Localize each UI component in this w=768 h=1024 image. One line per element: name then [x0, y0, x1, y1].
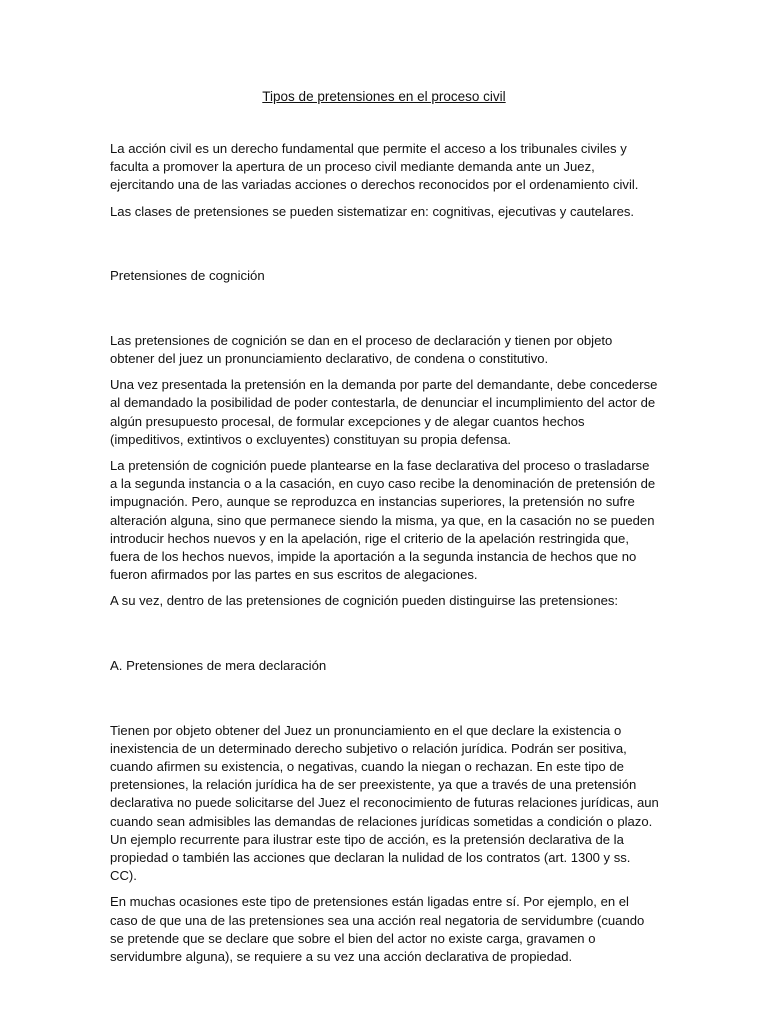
paragraph-cognicion-impugnacion: La pretensión de cognición puede plantearse en la fase declarativa del proceso o trasladarse a la segunda instancia o a la casación, en cuyo caso recibe la denominación de pretensión de impugnación. Pero, aunque se reproduzca en instancias superiores, la pretensión no sufre alteración alguna, sino que permanece siendo la misma, ya que, en la casación no se pueden introducir hechos nuevos y en la apelación, rige el criterio de la apelación restringida que, fuera de los hechos nuevos, impide la aportación a la segunda instancia de hechos que no fueron afirmados por las partes en sus escritos de alegaciones. [110, 458, 656, 583]
paragraph-cognicion-definition: Las pretensiones de cognición se dan en el proceso de declaración y tienen por objeto obtener del juez un pronunciamiento declarativo, de condena o constitutivo. [110, 332, 613, 367]
section-heading-cognicion: Pretensiones de cognición [110, 267, 265, 283]
paragraph-classes: Las clases de pretensiones se pueden sistematizar en: cognitivas, ejecutivas y cautelares. [110, 203, 635, 219]
paragraph-cognicion-defense: Una vez presentada la pretensión en la demanda por parte del demandante, debe concederse al demandado la posibilidad de poder contestarla, de denunciar el incumplimiento del actor de algún presupuesto procesal, de formular excepciones y de alegar cuantos hechos (impeditivos, extintivos o excluyentes) constituyan su propia defensa. [110, 377, 658, 447]
document-title: Tipos de pretensiones en el proceso civil [262, 89, 506, 104]
paragraph-intro: La acción civil es un derecho fundamental que permite el acceso a los tribunales civiles y faculta a promover la apertura de un proceso civil mediante demanda ante un Juez, ejercitando una de las variadas acciones o derechos reconocidos por el ordenamiento civil. [110, 141, 639, 193]
paragraph-mera-declaracion: Tienen por objeto obtener del Juez un pronunciamiento en el que declare la existencia o inexistencia de un determinado derecho subjetivo o relación jurídica. Podrán ser positiva, cuando afirmen su existencia, o negativas, cuando la niegan o rechazan. En este tipo de pretensiones, la relación jurídica ha de ser preexistente, ya que a través de una pretensión declarativa no puede solicitarse del Juez el reconocimiento de futuras relaciones jurídicas, aun cuando sean admisibles las demandas de relaciones jurídicas sometidas a condición o plazo. Un ejemplo recurrente para ilustrar este tipo de acción, es la pretensión declarativa de la propiedad o también las acciones que declaran la nulidad de los contratos (art. 1300 y ss. CC). [110, 722, 659, 884]
paragraph-cognicion-types: A su vez, dentro de las pretensiones de cognición pueden distinguirse las pretensiones: [110, 593, 619, 609]
paragraph-pretensiones-ligadas: En muchas ocasiones este tipo de pretensiones están ligadas entre sí. Por ejemplo, en el caso de que una de las pretensiones sea una acción real negatoria de servidumbre (cuando se pretende que se declare que sobre el bien del actor no existe carga, gravamen o servidumbre alguna), se requiere a su vez una acción declarativa de propiedad. [110, 894, 645, 965]
document-body [110, 140, 660, 966]
section-heading-mera-declaracion: A. Pretensiones de mera declaración [110, 657, 327, 673]
